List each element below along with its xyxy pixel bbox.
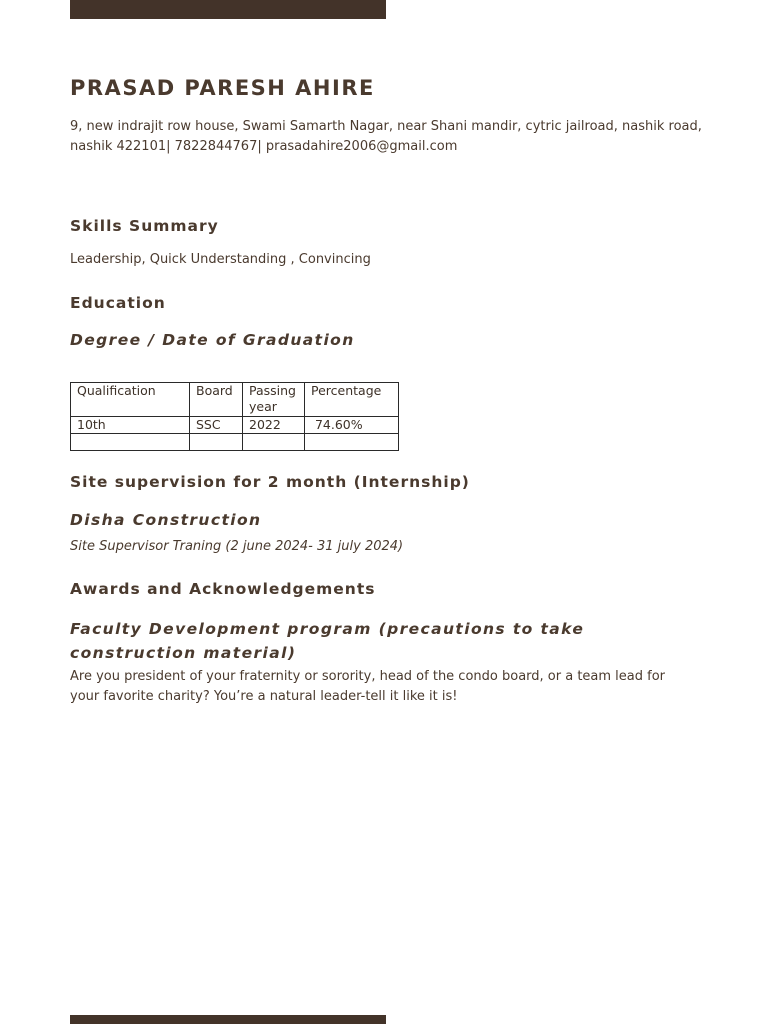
experience-detail: Site Supervisor Traning (2 june 2024- 31 july 2024): [70, 539, 404, 554]
applicant-name: PRASAD PARESH AHIRE: [70, 76, 375, 100]
education-heading: Education: [70, 294, 166, 312]
table-header-cell: Board: [190, 383, 243, 417]
table-cell: 74.60%: [305, 417, 399, 434]
awards-description: Are you president of your fraternity or sorority, head of the condo board, or a team lead for your favorite charity? You’re a natural leader-tell it like it is!: [70, 669, 666, 704]
education-table: [70, 382, 399, 451]
table-cell: [305, 434, 399, 451]
experience-heading: Site supervision for 2 month (Internship): [70, 473, 470, 491]
top-accent-bar: [70, 0, 386, 19]
awards-title: Faculty Development program (precautions to take construction material): [70, 620, 585, 662]
table-header-cell: Qualification: [71, 383, 190, 417]
table-cell: SSC: [190, 417, 243, 434]
table-cell: [71, 434, 190, 451]
contact-info: 9, new indrajit row house, Swami Samarth Nagar, near Shani mandir, cytric jailroad, nashik road, nashik 422101| 7822844767| prasadahire2006@gmail.com: [70, 119, 702, 154]
experience-company: Disha Construction: [70, 511, 262, 529]
table-row: [71, 434, 399, 451]
table-header-row: [71, 383, 399, 417]
table-cell: 2022: [243, 417, 305, 434]
table-cell: [190, 434, 243, 451]
table-header-cell: Percentage: [305, 383, 399, 417]
table-row: [71, 417, 399, 434]
table-header-cell: Passing year: [243, 383, 305, 417]
education-subheading: Degree / Date of Graduation: [70, 331, 355, 349]
table-cell: [243, 434, 305, 451]
skills-text: Leadership, Quick Understanding , Convincing: [70, 252, 371, 267]
awards-heading: Awards and Acknowledgements: [70, 580, 376, 598]
skills-heading: Skills Summary: [70, 217, 219, 235]
table-cell: 10th: [71, 417, 190, 434]
bottom-accent-bar: [70, 1015, 386, 1024]
